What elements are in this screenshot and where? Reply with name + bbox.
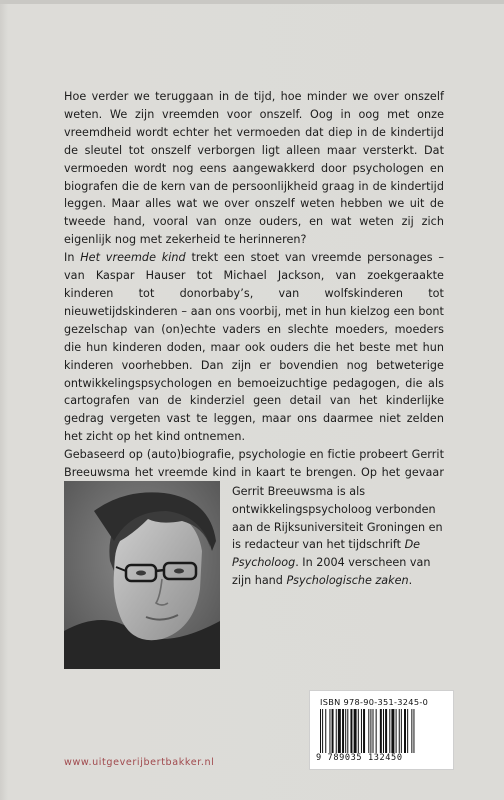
- book-title-previous: Psychologische zaken: [286, 573, 409, 587]
- bio-text: Gerrit Breeuwsma is als ontwikkelingspsycholoog verbonden aan de Rijksuniversiteit Groningen en is redacteur van het tijdschrift De Psycholoog. In 2004 verscheen van zijn hand Psychologische zaken.: [232, 485, 443, 587]
- blurb-paragraph-3: Gebaseerd op (auto)biografie, psychologie en fictie probeert Gerrit Breeuwsma het vreemde kind in kaart te brengen. Op het gevaar: [64, 448, 444, 480]
- isbn-label: ISBN 978-90-351-3245-0: [320, 697, 429, 707]
- publisher-url[interactable]: www.uitgeverijbertbakker.nl: [64, 757, 215, 768]
- journal-title: De Psycholoog: [232, 538, 421, 570]
- barcode-number: 9 789035 132450: [316, 753, 403, 763]
- barcode-bars: [320, 709, 444, 753]
- barcode: [309, 690, 454, 770]
- blurb-paragraph-2: In Het vreemde kind trekt een stoet van vreemde personages – van Kaspar Hauser tot Michael Jackson, van zoekgeraakte kinderen tot donorbaby’s, van wolfskinderen tot nieuwetijdskinderen – aan ons voorbij, met in hun kielzog een bont gezelschap van (on)echte vaders en slechte moeders, moeders die hun kinderen doden, maar ook ouders die het beste met hun kinderen voorhebben. Dan zijn er bovendien nog betweterige ontwikkelingspsychologen en bemoeizuchtige pedagogen, die als cartografen van de kinderziel geen detail van het kinderlijke gedrag vergeten vast te leggen, maar ons daarmee niet zelden het zicht op het kind ontnemen.: [64, 251, 444, 444]
- blurb-paragraph-1: Hoe verder we teruggaan in de tijd, hoe minder we over onszelf weten. We zijn vreemden voor onszelf. Oog in oog met onze vreemdheid wordt echter het vermoeden dat diep in de kindertijd de sleutel tot onszelf verborgen ligt alleen maar versterkt. Dat vermoeden wordt nog eens aangewakkerd door psychologen en biografen die de kern van de persoonlijkheid graag in de kindertijd leggen. Maar alles wat we over onszelf weten hebben we uit de tweede hand, vooral van onze ouders, en wat weten zij zich eigenlijk nog met zekerheid te herinneren?: [64, 90, 444, 247]
- book-title: Het vreemde kind: [80, 251, 186, 265]
- blurb: [64, 88, 444, 500]
- author-bio: [232, 483, 452, 590]
- author-photo: [64, 481, 220, 669]
- cover-edge: [0, 0, 504, 4]
